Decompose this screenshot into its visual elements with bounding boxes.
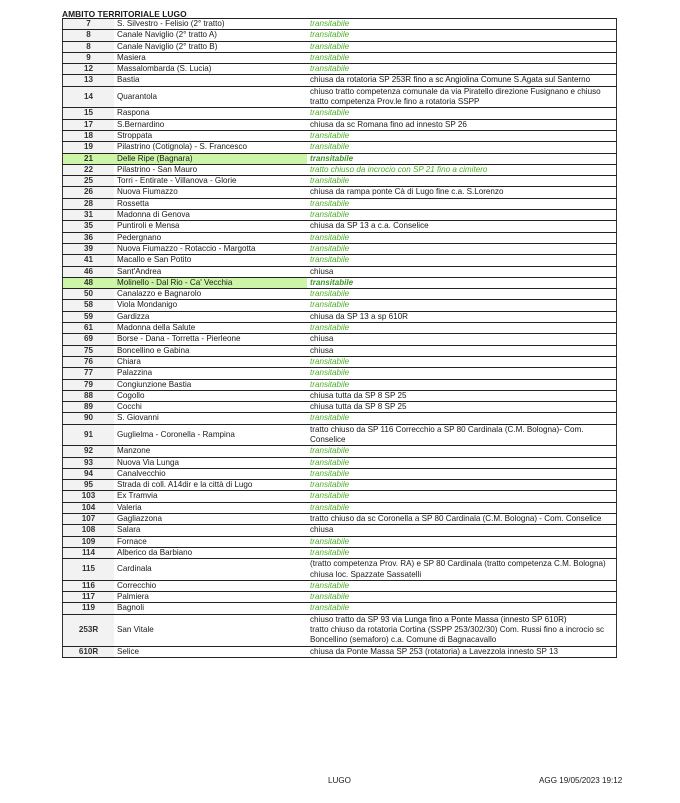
road-name: Manzone (114, 446, 307, 457)
table-row (63, 255, 617, 266)
road-number: 59 (63, 311, 115, 322)
road-status: chiusa (307, 334, 617, 345)
road-status: transitabile (307, 289, 617, 300)
table-row (63, 559, 617, 581)
road-number: 50 (63, 289, 115, 300)
table-row (63, 603, 617, 614)
road-name: Cogollo (114, 390, 307, 401)
road-number: 79 (63, 379, 115, 390)
road-number: 108 (63, 525, 115, 536)
road-number: 114 (63, 547, 115, 558)
road-number: 15 (63, 108, 115, 119)
road-name: Rossetta (114, 198, 307, 209)
road-status: transitabile (307, 210, 617, 221)
road-name: Madonna di Genova (114, 210, 307, 221)
road-name: Masiera (114, 52, 307, 63)
road-name: Canalazzo e Bagnarolo (114, 289, 307, 300)
table-row (63, 356, 617, 367)
road-number: 25 (63, 176, 115, 187)
table-row (63, 164, 617, 175)
table-row (63, 514, 617, 525)
road-name: Valeria (114, 502, 307, 513)
road-status: transitabile (307, 19, 617, 30)
road-status: transitabile (307, 30, 617, 41)
table-row (63, 614, 617, 646)
road-status: tratto chiuso da incrocio con SP 21 fino a cimitero (307, 164, 617, 175)
table-row (63, 390, 617, 401)
table-row (63, 402, 617, 413)
road-name: Cocchi (114, 402, 307, 413)
road-status: chiusa tutta da SP 8 SP 25 (307, 402, 617, 413)
table-row (63, 19, 617, 30)
road-name: Pilastrino - San Mauro (114, 164, 307, 175)
road-number: 610R (63, 646, 115, 657)
road-status: transitabile (307, 480, 617, 491)
road-status: transitabile (307, 413, 617, 424)
table-row (63, 525, 617, 536)
road-name: Palmiera (114, 592, 307, 603)
road-status: transitabile (307, 176, 617, 187)
road-number: 93 (63, 457, 115, 468)
road-number: 61 (63, 323, 115, 334)
road-name: Congiunzione Bastia (114, 379, 307, 390)
road-status: transitabile (307, 468, 617, 479)
road-status: transitabile (307, 300, 617, 311)
road-name: Fornace (114, 536, 307, 547)
table-row (63, 536, 617, 547)
road-status: (tratto competenza Prov. RA) e SP 80 Cardinala (tratto competenza C.M. Bologna) chiusa loc. Spazzate Sassatelli (307, 559, 617, 581)
road-name: Selice (114, 646, 307, 657)
table-row (63, 86, 617, 108)
table-row (63, 323, 617, 334)
road-number: 109 (63, 536, 115, 547)
table-row (63, 334, 617, 345)
road-name: Pilastrino (Cotignola) - S. Francesco (114, 142, 307, 153)
road-number: 9 (63, 52, 115, 63)
road-name: Torri - Entirate - Villanova - Glorie (114, 176, 307, 187)
road-status: transitabile (307, 130, 617, 141)
road-status: transitabile (307, 379, 617, 390)
table-row (63, 232, 617, 243)
road-name: Bagnoli (114, 603, 307, 614)
road-status: chiusa da sc Romana fino ad innesto SP 26 (307, 119, 617, 130)
road-name: Pedergnano (114, 232, 307, 243)
road-name: Boncellino e Gabina (114, 345, 307, 356)
table-row (63, 266, 617, 277)
table-row (63, 646, 617, 657)
road-name: Salara (114, 525, 307, 536)
road-number: 7 (63, 19, 115, 30)
table-row (63, 221, 617, 232)
road-name: Gagliazzona (114, 514, 307, 525)
road-name: Ex Tramvia (114, 491, 307, 502)
table-row (63, 289, 617, 300)
table-row (63, 580, 617, 591)
table-row (63, 108, 617, 119)
road-number: 8 (63, 41, 115, 52)
table-row (63, 457, 617, 468)
road-number: 28 (63, 198, 115, 209)
table-row (63, 187, 617, 198)
road-name: Madonna della Salute (114, 323, 307, 334)
road-status: transitabile (307, 52, 617, 63)
road-number: 90 (63, 413, 115, 424)
road-number: 31 (63, 210, 115, 221)
road-name: Sant'Andrea (114, 266, 307, 277)
table-row (63, 176, 617, 187)
road-status: transitabile (307, 547, 617, 558)
road-status: transitabile (307, 108, 617, 119)
road-name: San Vitale (114, 614, 307, 646)
table-row (63, 446, 617, 457)
road-status: chiusa da rampa ponte Cà di Lugo fine c.a. S.Lorenzo (307, 187, 617, 198)
road-number: 94 (63, 468, 115, 479)
road-number: 39 (63, 243, 115, 254)
road-number: 18 (63, 130, 115, 141)
road-name: Stroppata (114, 130, 307, 141)
road-number: 58 (63, 300, 115, 311)
road-number: 13 (63, 75, 115, 86)
road-status: chiusa (307, 345, 617, 356)
table-row (63, 119, 617, 130)
road-name: Canale Naviglio (2° tratto A) (114, 30, 307, 41)
table-row (63, 311, 617, 322)
road-number: 36 (63, 232, 115, 243)
road-status: transitabile (307, 64, 617, 75)
road-status: transitabile (307, 277, 617, 288)
table-row (63, 413, 617, 424)
road-number: 69 (63, 334, 115, 345)
road-name: Palazzina (114, 368, 307, 379)
road-number: 103 (63, 491, 115, 502)
road-number: 22 (63, 164, 115, 175)
road-number: 48 (63, 277, 115, 288)
road-status: tratto chiuso da SP 116 Correcchio a SP 80 Cardinala (C.M. Bologna)- Com. Conselice (307, 424, 617, 446)
road-number: 77 (63, 368, 115, 379)
road-status: chiuso tratto da SP 93 via Lunga fino a Ponte Massa (innesto SP 610R) tratto chiuso da rotatoria Cortina (SSPP 253/302/30) Com. Russi fino a incrocio sc Boncellino (semaforo) c.a. Comune di Bagnacavallo (307, 614, 617, 646)
road-status: transitabile (307, 255, 617, 266)
road-status: transitabile (307, 41, 617, 52)
road-number: 115 (63, 559, 115, 581)
road-number: 8 (63, 30, 115, 41)
road-number: 92 (63, 446, 115, 457)
road-number: 95 (63, 480, 115, 491)
road-status: chiusa da SP 13 a c.a. Conselice (307, 221, 617, 232)
table-row (63, 300, 617, 311)
road-number: 12 (63, 64, 115, 75)
road-status: transitabile (307, 356, 617, 367)
roads-status-table (62, 18, 617, 658)
road-name: S.Bernardino (114, 119, 307, 130)
road-number: 91 (63, 424, 115, 446)
road-status: transitabile (307, 502, 617, 513)
road-number: 117 (63, 592, 115, 603)
road-status: transitabile (307, 491, 617, 502)
table-row (63, 480, 617, 491)
table-row (63, 75, 617, 86)
road-name: Bastia (114, 75, 307, 86)
road-number: 253R (63, 614, 115, 646)
table-row (63, 198, 617, 209)
table-row (63, 30, 617, 41)
road-status: transitabile (307, 580, 617, 591)
road-name: Viola Mondanigo (114, 300, 307, 311)
road-number: 46 (63, 266, 115, 277)
road-name: Molinello - Dal Rio - Ca' Vecchia (114, 277, 307, 288)
road-name: Puntiroli e Mensa (114, 221, 307, 232)
table-row (63, 210, 617, 221)
road-status: chiusa (307, 266, 617, 277)
road-status: transitabile (307, 446, 617, 457)
table-row (63, 41, 617, 52)
table-row (63, 52, 617, 63)
road-number: 26 (63, 187, 115, 198)
road-number: 104 (63, 502, 115, 513)
road-name: Gardizza (114, 311, 307, 322)
road-number: 89 (63, 402, 115, 413)
road-status: chiusa da rotatoria SP 253R fino a sc Angiolina Comune S.Agata sul Santerno (307, 75, 617, 86)
road-status: chiuso tratto competenza comunale da via Piratello direzione Fusignano e chiuso tratto competenza Prov.le fino a rotatoria SSPP (307, 86, 617, 108)
road-number: 119 (63, 603, 115, 614)
road-name: S. Giovanni (114, 413, 307, 424)
footer-location: LUGO (328, 776, 351, 785)
table-row (63, 64, 617, 75)
road-status: transitabile (307, 232, 617, 243)
road-name: Quarantola (114, 86, 307, 108)
road-status: tratto chiuso da sc Coronella a SP 80 Cardinala (C.M. Bologna) - Com. Conselice (307, 514, 617, 525)
road-number: 21 (63, 153, 115, 164)
road-status: transitabile (307, 153, 617, 164)
table-row (63, 277, 617, 288)
road-status: chiusa (307, 525, 617, 536)
road-number: 88 (63, 390, 115, 401)
road-number: 75 (63, 345, 115, 356)
road-name: Macallo e San Potito (114, 255, 307, 266)
table-row (63, 130, 617, 141)
road-number: 107 (63, 514, 115, 525)
road-name: Raspona (114, 108, 307, 119)
road-name: Strada di coll. A14dir e la città di Lugo (114, 480, 307, 491)
table-row (63, 379, 617, 390)
footer-update-timestamp: AGG 19/05/2023 19:12 (539, 776, 623, 785)
road-status: transitabile (307, 603, 617, 614)
road-status: transitabile (307, 457, 617, 468)
table-row (63, 345, 617, 356)
road-name: Guglielma - Coronella - Rampina (114, 424, 307, 446)
road-status: transitabile (307, 243, 617, 254)
road-status: chiusa da SP 13 a sp 610R (307, 311, 617, 322)
table-row (63, 153, 617, 164)
table-row (63, 368, 617, 379)
road-name: Canalvecchio (114, 468, 307, 479)
table-row (63, 502, 617, 513)
road-name: Correcchio (114, 580, 307, 591)
table-row (63, 243, 617, 254)
road-status: transitabile (307, 536, 617, 547)
table-row (63, 468, 617, 479)
road-name: Delle Ripe (Bagnara) (114, 153, 307, 164)
table-row (63, 491, 617, 502)
table-row (63, 424, 617, 446)
road-name: Nuova Via Lunga (114, 457, 307, 468)
table-row (63, 547, 617, 558)
road-status: transitabile (307, 592, 617, 603)
road-status: transitabile (307, 198, 617, 209)
road-name: Borse - Dana - Torretta - Pierleone (114, 334, 307, 345)
section-title: AMBITO TERRITORIALE LUGO (62, 9, 187, 19)
table-row (63, 142, 617, 153)
road-number: 116 (63, 580, 115, 591)
road-status: chiusa tutta da SP 8 SP 25 (307, 390, 617, 401)
road-status: transitabile (307, 142, 617, 153)
road-name: Nuova Fiumazzo (114, 187, 307, 198)
road-name: Alberico da Barbiano (114, 547, 307, 558)
road-number: 41 (63, 255, 115, 266)
road-name: Massalombarda (S. Lucia) (114, 64, 307, 75)
road-name: Canale Naviglio (2° tratto B) (114, 41, 307, 52)
road-name: Nuova Fiumazzo - Rotaccio - Margotta (114, 243, 307, 254)
road-status: transitabile (307, 323, 617, 334)
road-number: 19 (63, 142, 115, 153)
road-number: 35 (63, 221, 115, 232)
road-number: 17 (63, 119, 115, 130)
road-name: Chiara (114, 356, 307, 367)
road-name: S. Silvestro - Felisio (2° tratto) (114, 19, 307, 30)
road-status: chiusa da Ponte Massa SP 253 (rotatoria) a Lavezzola innesto SP 13 (307, 646, 617, 657)
road-number: 76 (63, 356, 115, 367)
road-number: 14 (63, 86, 115, 108)
road-name: Cardinala (114, 559, 307, 581)
table-row (63, 592, 617, 603)
road-status: transitabile (307, 368, 617, 379)
